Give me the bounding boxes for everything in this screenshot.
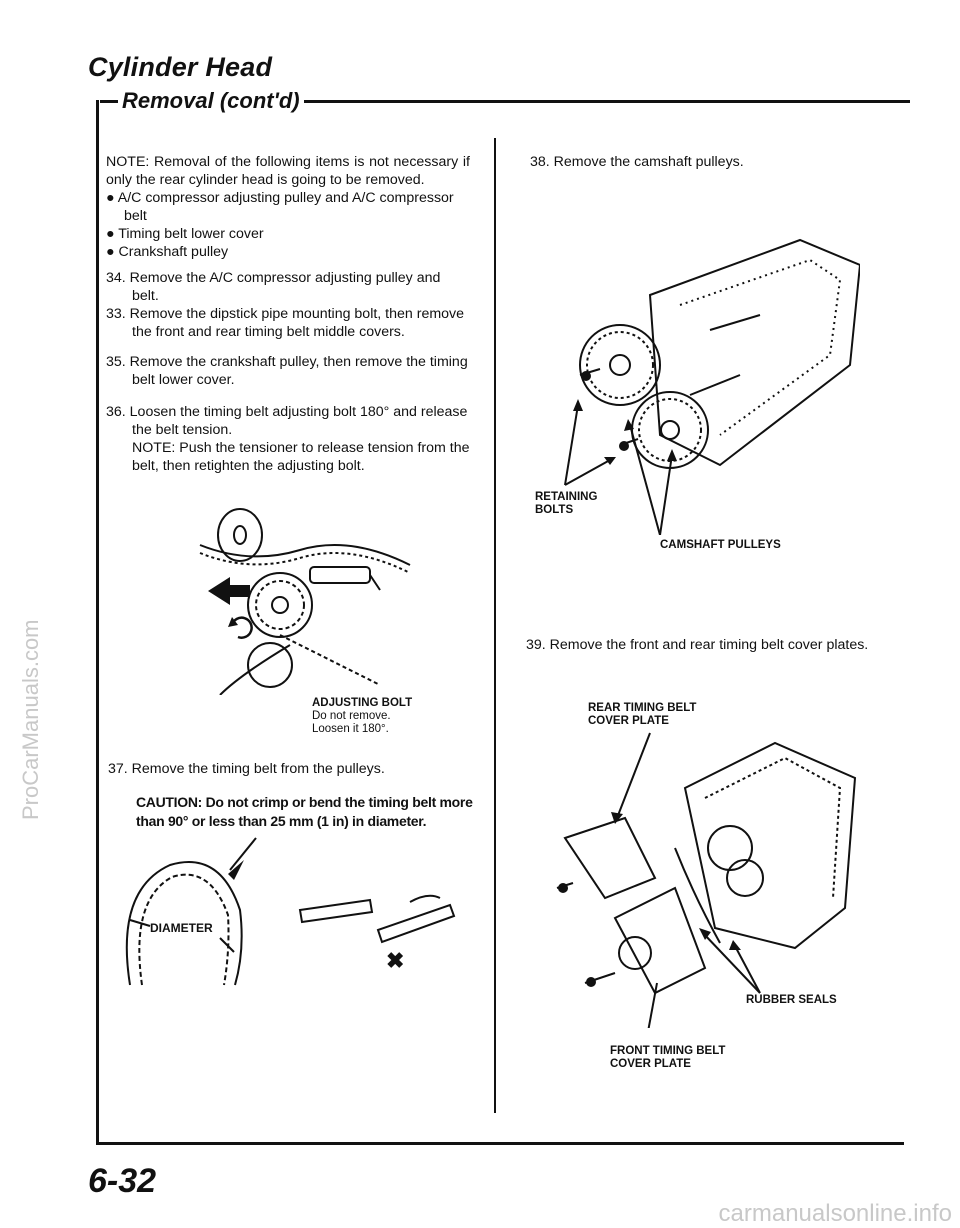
note-bullet-2: ● Timing belt lower cover bbox=[106, 226, 264, 242]
side-watermark: ProCarManuals.com bbox=[18, 619, 43, 820]
belt-diameter-illustration bbox=[110, 830, 470, 990]
caution-text: CAUTION: Do not crimp or bend the timing belt more than 90° or less than 25 mm (1 in) in diameter. bbox=[136, 794, 473, 829]
left-column-text bbox=[106, 153, 470, 475]
header-rule-right bbox=[296, 100, 910, 103]
step-34: 34. Remove the A/C compressor adjusting pulley and belt. bbox=[106, 270, 441, 304]
step-37: 37. Remove the timing belt from the pulleys. bbox=[108, 761, 385, 777]
section-subtitle: Removal (cont'd) bbox=[118, 88, 304, 114]
rubber-seals-label: RUBBER SEALS bbox=[746, 994, 837, 1006]
footer-watermark: carmanualsonline.info bbox=[718, 1200, 952, 1227]
rear-cover-plate-label-2: COVER PLATE bbox=[588, 715, 669, 727]
adjusting-bolt-label: ADJUSTING BOLT bbox=[312, 697, 413, 709]
rear-cover-plate-label-1: REAR TIMING BELT bbox=[588, 702, 697, 714]
note-bullet-1-text: A/C compressor adjusting pulley and A/C compressor belt bbox=[117, 190, 454, 224]
cover-plate-illustration bbox=[545, 728, 865, 1028]
note-bullet-3-text: Crankshaft pulley bbox=[118, 244, 229, 260]
column-divider bbox=[494, 138, 496, 1113]
tensioner-illustration bbox=[180, 505, 420, 695]
removal-note: NOTE: Removal of the following items is not necessary if only the rear cylinder head is going to be removed. bbox=[106, 154, 470, 188]
page-number: 6-32 bbox=[88, 1162, 157, 1200]
push-direction-arrow bbox=[208, 577, 250, 605]
header-rule-left bbox=[100, 100, 118, 103]
note-bullet-2-text: Timing belt lower cover bbox=[118, 226, 264, 242]
step-33: 33. Remove the dipstick pipe mounting bolt, then remove the front and rear timing belt middle covers. bbox=[106, 306, 465, 340]
front-cover-plate-label-2: COVER PLATE bbox=[610, 1058, 691, 1070]
step-39: 39. Remove the front and rear timing belt cover plates. bbox=[526, 637, 869, 653]
retaining-bolts-label-1: RETAINING bbox=[535, 491, 598, 503]
left-margin-rule bbox=[96, 100, 99, 1145]
retaining-bolts-label-2: BOLTS bbox=[535, 504, 574, 516]
fig3-leader-lines bbox=[560, 395, 760, 535]
diameter-label: DIAMETER bbox=[150, 921, 213, 935]
adjusting-bolt-note-2: Loosen it 180°. bbox=[312, 723, 389, 735]
camshaft-pulleys-label: CAMSHAFT PULLEYS bbox=[660, 539, 781, 551]
page-title: Cylinder Head bbox=[88, 52, 273, 82]
step-36: 36. Loosen the timing belt adjusting bolt 180° and release the belt tension. bbox=[106, 404, 468, 438]
step-36-note: NOTE: Push the tensioner to release tension from the belt, then retighten the adjusting bolt. bbox=[132, 440, 470, 474]
prohibited-x-mark: ✖ bbox=[386, 948, 405, 973]
front-cover-plate-label-1: FRONT TIMING BELT bbox=[610, 1045, 726, 1057]
adjusting-bolt-note-1: Do not remove. bbox=[312, 710, 391, 722]
note-bullet-3: ● Crankshaft pulley bbox=[106, 244, 229, 260]
step-38: 38. Remove the camshaft pulleys. bbox=[530, 154, 744, 170]
step-35: 35. Remove the crankshaft pulley, then remove the timing belt lower cover. bbox=[106, 354, 468, 388]
note-bullet-1: ● A/C compressor adjusting pulley and A/C compressor belt bbox=[106, 190, 454, 224]
footer-rule bbox=[96, 1142, 904, 1145]
